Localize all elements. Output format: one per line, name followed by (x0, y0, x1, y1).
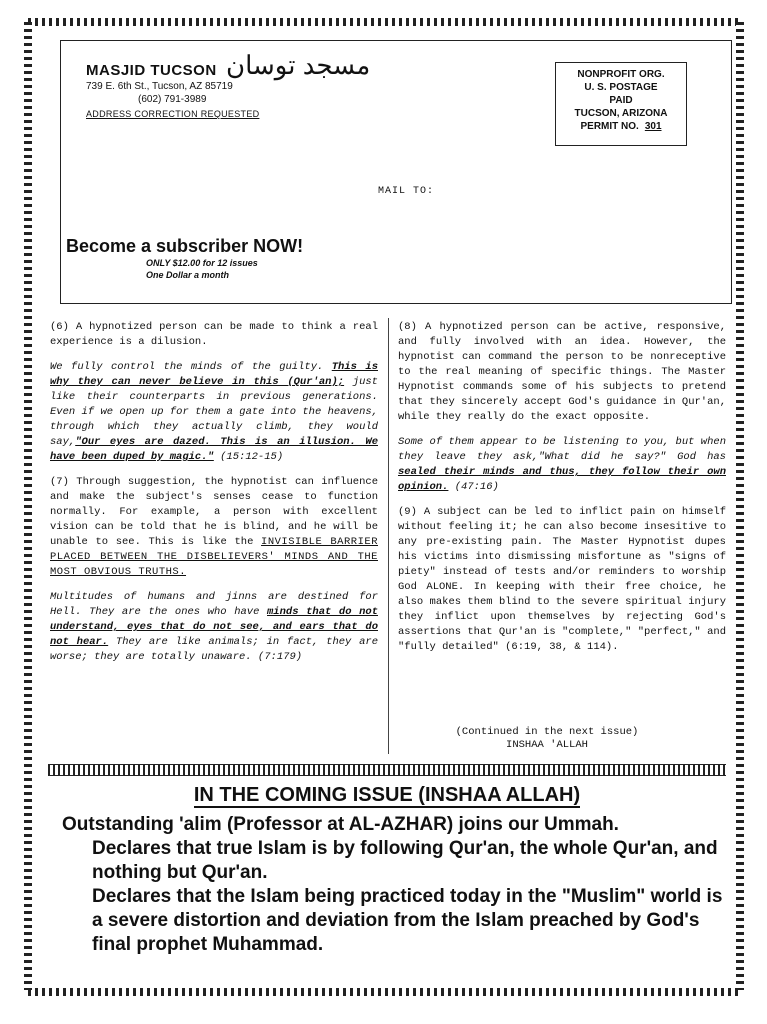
coming-issue-section (48, 784, 726, 957)
quote-emphasis: This is why they can never believe in this (Qur'an); (50, 361, 378, 388)
point-7 (50, 475, 378, 580)
permit-number: 301 (644, 121, 662, 132)
coming-title-text: IN THE COMING ISSUE (INSHAA ALLAH) (193, 784, 581, 806)
point-emphasis: INVISIBLE BARRIER PLACED BETWEEN THE DISBELIEVERS' MINDS AND THE MOST OBVIOUS TRUTHS. (50, 536, 378, 578)
left-column (50, 320, 378, 675)
org-address: 739 E. 6th St., Tucson, AZ 85719 (86, 81, 233, 92)
permit-label: PERMIT NO. (580, 121, 639, 132)
quote-text: They are like animals; in fact, they are worse; they are totally unaware. (7:179) (50, 636, 378, 663)
quote-reference: (47:16) (448, 481, 499, 493)
postage-line-1: NONPROFIT ORG. (577, 69, 665, 80)
inshaa-allah: INSHAA 'ALLAH (506, 739, 588, 751)
postage-line-2: U. S. POSTAGE (584, 82, 658, 93)
quote-text: Multitudes of humans and jinns are destined for Hell. They are the ones who have (50, 591, 378, 618)
quote-reference: (15:12-15) (213, 451, 284, 463)
subscribe-per-month: One Dollar a month (146, 270, 230, 280)
quote-emphasis: minds that do not understand, eyes that do not see, and ears that do not hear. (50, 606, 378, 648)
address-correction: ADDRESS CORRECTION REQUESTED (86, 109, 260, 119)
bottom-border-ornament (28, 988, 740, 996)
postage-line-3: PAID (609, 95, 633, 106)
point-9: (9) A subject can be led to inflict pain on himself without feeling it; he can also become insesitive to any pre-existing pain. The Master Hypnotist dupes his victims into dismissing misfortune as "signs of piety" instead of tests and/or reminders to worship God ALONE. In keeping with their free choice, he also makes them blind to the severe spiritual injury they inflict upon themselves by rejecting God's assertions that Qur'an is "complete," "perfect," and "fully detailed" (6:19, 38, & 114). (398, 506, 726, 653)
right-border-ornament (736, 22, 744, 990)
org-phone: (602) 791-3989 (138, 94, 207, 105)
quote-7-179 (50, 590, 378, 665)
quote-15-12 (50, 360, 378, 465)
subscribe-block (66, 236, 303, 281)
postage-line-4: TUCSON, ARIZONA (574, 108, 668, 119)
point-6: (6) A hypnotized person can be made to think a real experience is a dilusion. (50, 321, 378, 348)
point-8: (8) A hypnotized person can be active, responsive, and fully involved with an idea. However, the hypnotist can command the person to be nonreceptive to the real meaning of specific things. The Master Hypnotist commands some of his subjects to pretend that they sincerely accept God's guidance in Qur'an, while they really do the exact opposite. (398, 321, 726, 423)
top-border-ornament (28, 18, 740, 26)
postage-permit (556, 120, 686, 133)
continued-text: (Continued in the next issue) (455, 726, 639, 738)
continued-note (432, 726, 662, 752)
coming-line-2: Declares that true Islam is by following Qur'an, the whole Qur'an, and nothing but Qur'an. (92, 838, 718, 883)
coming-line-1: Outstanding 'alim (Professor at AL-AZHAR) joins our Ummah. (62, 814, 619, 835)
quote-text: just like their counterparts in previous generations. Even if we open up for them a gate into the heavens, through which they actually climb, they would say, (50, 376, 378, 448)
section-band-ornament (48, 764, 726, 776)
org-name: MASJID TUCSON (86, 62, 217, 79)
column-divider (388, 318, 389, 754)
quote-text: We fully control the minds of the guilty. (50, 361, 332, 373)
right-column (398, 320, 726, 665)
quote-47-16 (398, 435, 726, 495)
coming-issue-title (48, 784, 726, 807)
subscribe-title: Become a subscriber NOW! (66, 236, 304, 256)
coming-issue-body (48, 813, 726, 957)
point-text: (7) Through suggestion, the hypnotist can influence and make the subject's senses cease to function normally. For example, a person with excellent vision can be told that he is blind, and he will be unable to see. This is like the (50, 476, 378, 548)
mail-to-label: MAIL TO: (378, 186, 435, 197)
quote-text: Some of them appear to be listening to you, but when they leave they ask,"What did he say?" God has (398, 436, 726, 463)
left-border-ornament (24, 22, 32, 990)
coming-line-3: Declares that the Islam being practiced today in the "Muslim" world is a severe distortion and deviation from the Islam preached by God's final prophet Muhammad. (92, 886, 723, 955)
postage-indicia (555, 62, 687, 146)
org-arabic-name: مسجد توسان (226, 50, 371, 80)
subscribe-price: ONLY $12.00 for 12 issues (146, 258, 258, 268)
quote-emphasis: "Our eyes are dazed. This is an illusion. We have been duped by magic." (50, 436, 378, 463)
organization-block (86, 50, 371, 119)
quote-emphasis: sealed their minds and thus, they follow their own opinion. (398, 466, 726, 493)
